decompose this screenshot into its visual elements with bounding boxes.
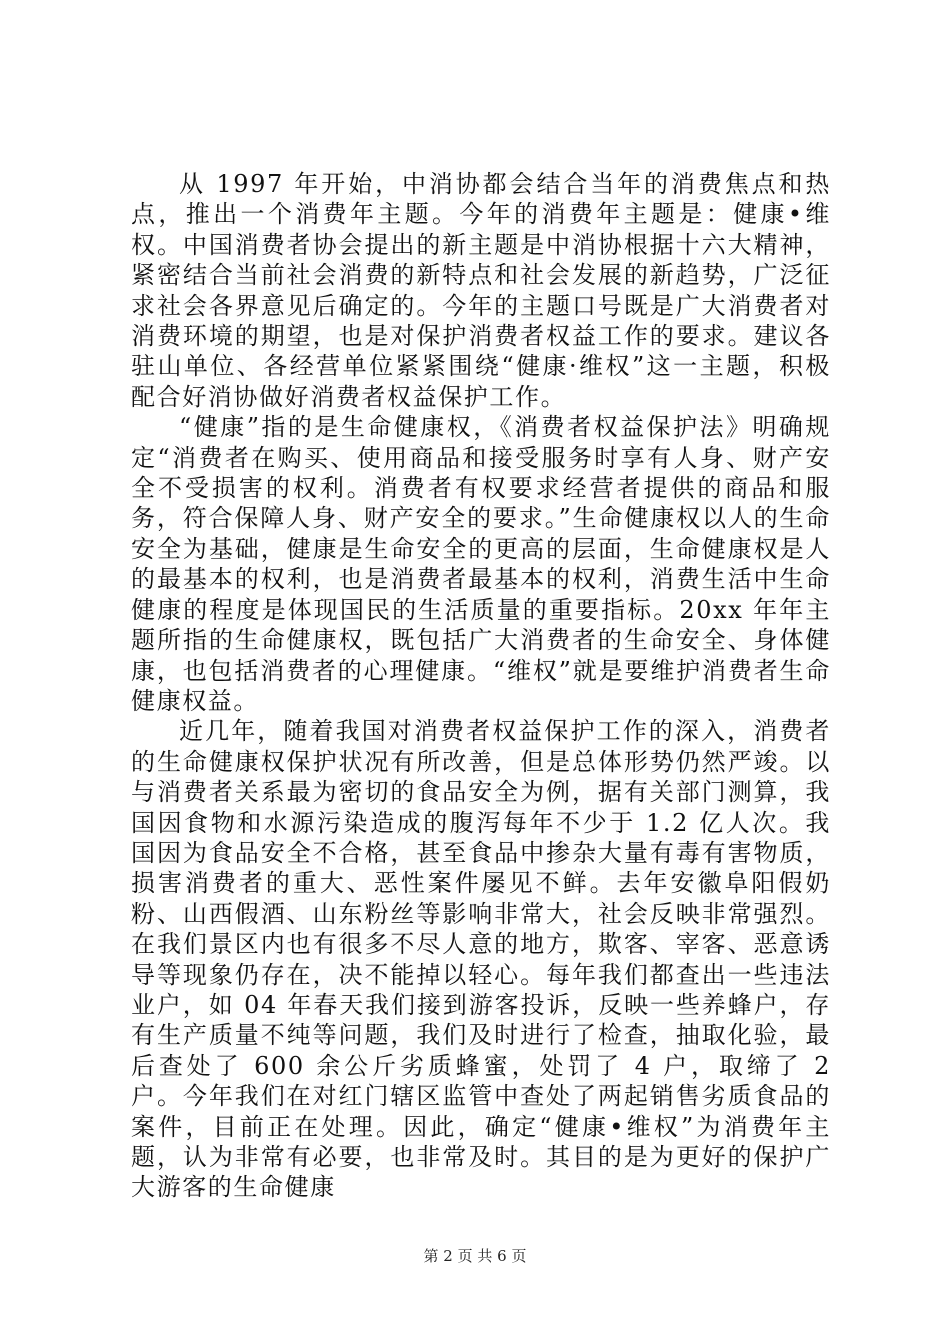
paragraph-2: “健康”指的是生命健康权，《消费者权益保护法》明确规定“消费者在购买、使用商品和接受服务时享有人身、财产安全不受损害的权利。消费者有权要求经营者提供的商品和服务，符合保障人身、财产安全的要求。”生命健康权以人的生命安全为基础，健康是生命安全的更高的层面，生命健康权是人的最基本的权利，也是消费者最基本的权利，消费生活中生命健康的程度是体现国民的生活质量的重要指标。20xx 年年主题所指的生命健康权，既包括广大消费者的生命安全、身体健康，也包括消费者的心理健康。“维权”就是要维护消费者生命健康权益。 xyxy=(131,413,831,715)
document-body xyxy=(131,169,831,1203)
paragraph-3: 近几年，随着我国对消费者权益保护工作的深入，消费者的生命健康权保护状况有所改善，但是总体形势仍然严竣。以与消费者关系最为密切的食品安全为例，据有关部门测算，我国因食物和水源污染造成的腹泻每年不少于 1.2 亿人次。我国因为食品安全不合格，甚至食品中掺杂大量有毒有害物质，损害消费者的重大、恶性案件屡见不鲜。去年安徽阜阳假奶粉、山西假酒、山东粉丝等影响非常大，社会反映非常强烈。在我们景区内也有很多不尽人意的地方，欺客、宰客、恶意诱导等现象仍存在，决不能掉以轻心。每年我们都查出一些违法业户，如 04 年春天我们接到游客投诉，反映一些养蜂户，存有生产质量不纯等问题，我们及时进行了检查，抽取化验，最后查处了 600 余公斤劣质蜂蜜，处罚了 4 户，取缔了 2 户。今年我们在对红门辖区监管中查处了两起销售劣质食品的案件，目前正在处理。因此，确定“健康•维权”为消费年主题，认为非常有必要，也非常及时。其目的是为更好的保护广大游客的生命健康 xyxy=(131,717,831,1202)
page-number-footer: 第 2 页 共 6 页 xyxy=(423,1247,527,1265)
paragraph-1: 从 1997 年开始，中消协都会结合当年的消费焦点和热点，推出一个消费年主题。今年的消费年主题是：健康•维权。中国消费者协会提出的新主题是中消协根据十六大精神，紧密结合当前社会消费的新特点和社会发展的新趋势，广泛征求社会各界意见后确定的。今年的主题口号既是广大消费者对消费环境的期望，也是对保护消费者权益工作的要求。建议各驻山单位、各经营单位紧紧围绕“健康·维权”这一主题，积极配合好消协做好消费者权益保护工作。 xyxy=(131,170,831,411)
